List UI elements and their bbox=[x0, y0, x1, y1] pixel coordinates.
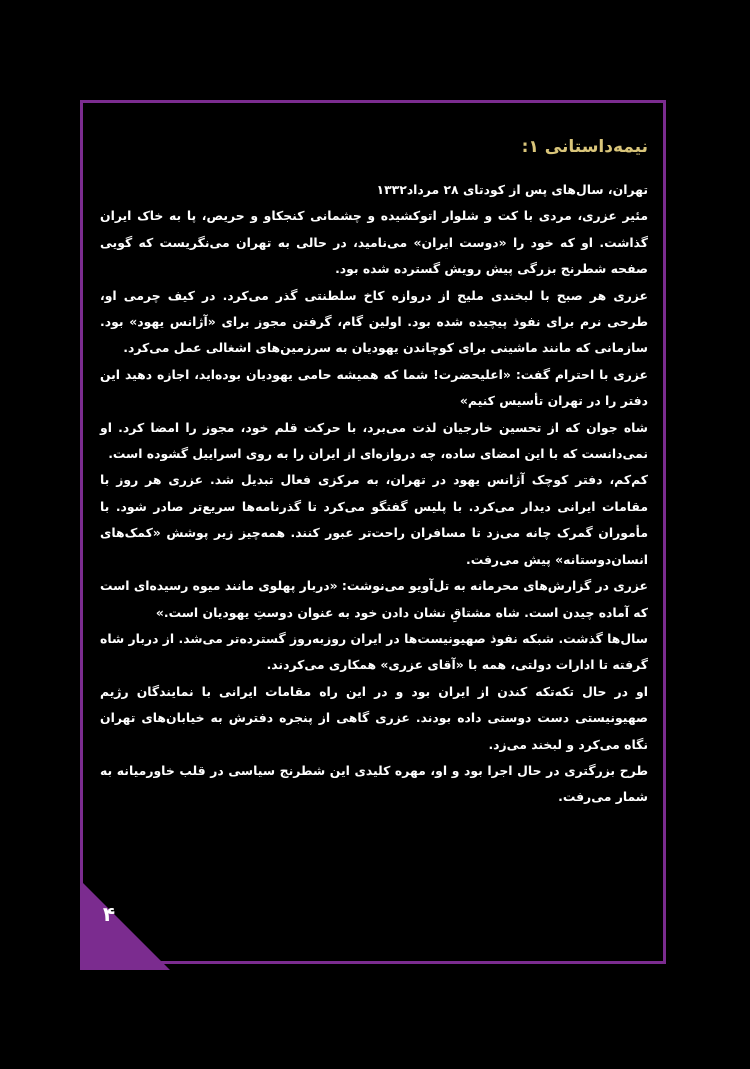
paragraph: شاه جوان که از تحسین خارجیان لذت می‌برد، با حرکت قلم خود، مجوز را امضا کرد. او نمی‌دانست که با این امضای ساده، چه دروازه‌ای از ایران را به روی اسراییل گشوده است. bbox=[100, 419, 648, 462]
paragraph: عزری با احترام گفت: «اعلیحضرت! شما که همیشه حامی یهودیان بوده‌اید، اجازه دهید این دفتر را در تهران تأسیس کنیم» bbox=[100, 366, 648, 409]
paragraph: طرح بزرگتری در حال اجرا بود و او، مهره کلیدی این شطرنج سیاسی در قلب خاورمیانه به شمار می‌رفت. bbox=[100, 762, 648, 805]
paragraph: تهران، سال‌های پس از کودتای ۲۸ مرداد۱۳۳۲ bbox=[376, 182, 648, 197]
section-heading: نیمه‌داستانی ۱: bbox=[521, 137, 648, 157]
document-body bbox=[100, 135, 648, 811]
paragraph: مئیر عزری، مردی با کت و شلوار اتوکشیده و چشمانی کنجکاو و حریص، پا به خاک ایران گذاشت. او که خود را «دوست ایران» می‌نامید، در حالی به تهران می‌نگریست که گویی صفحه شطرنج بزرگی پیش رویش گسترده شده بود. bbox=[100, 208, 648, 277]
paragraph: کم‌کم، دفتر کوچک آژانس یهود در تهران، به مرکزی فعال تبدیل شد. عزری هر روز با مقامات ایرانی دیدار می‌کرد. با پلیس گفتگو می‌کرد تا گذرنامه‌ها سریع‌تر صادر شود. با مأموران گمرک چانه می‌زد تا مسافران راحت‌تر عبور کنند. همه‌چیز زیر پوشش «کمک‌های انسان‌دوستانه» پیش می‌رفت. bbox=[100, 472, 648, 567]
paragraph: سال‌ها گذشت. شبکه نفوذ صهیونیست‌ها در ایران روزبه‌روز گسترده‌تر می‌شد. از دربار شاه گرفته تا ادارات دولتی، همه با «آقای عزری» همکاری می‌کردند. bbox=[100, 630, 648, 673]
paragraph: او در حال تکه‌تکه کندن از ایران بود و در این راه مقامات ایرانی با نمایندگان رژیم صهیونیستی دست دوستی داده بودند. عزری گاهی از پنجره دفترش به خیابان‌های تهران نگاه می‌کرد و لبخند می‌زد. bbox=[100, 683, 648, 752]
paragraph: عزری در گزارش‌های محرمانه به تل‌آویو می‌نوشت: «دربار پهلوی مانند میوه رسیده‌ای است که آماده چیدن است. شاه مشتاقِ نشان دادن خود به عنوان دوستِ یهودیان است.» bbox=[100, 578, 648, 620]
paragraph: عزری هر صبح با لبخندی ملیح از دروازه کاخ سلطنتی گذر می‌کرد. در کیف چرمی او، طرحی نرم برای نفوذ پیچیده شده بود. اولین گام، گرفتن مجوز برای «آژانس یهود» بود. سازمانی که مانند ماشینی برای کوچاندن یهودیان به سرزمین‌های اشغالی عمل می‌کرد. bbox=[100, 287, 648, 356]
page-number: ۴ bbox=[102, 902, 116, 926]
